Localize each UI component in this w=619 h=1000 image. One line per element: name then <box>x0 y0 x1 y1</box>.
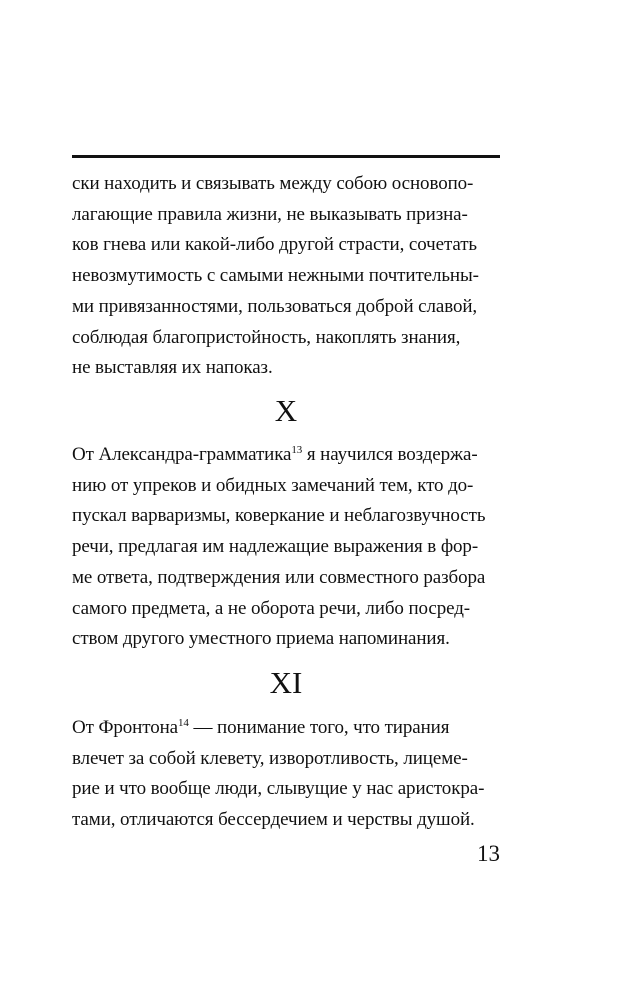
text-fragment: От Фронтона <box>72 717 179 738</box>
text-line: нию от упреков и обидных замечаний тем, кто до- <box>72 474 474 496</box>
text-fragment: — понимание того, что тирания <box>188 717 450 738</box>
text-line: лагающие правила жизни, не выказывать призна- <box>72 203 468 225</box>
text-fragment: От Александра-грамматика <box>72 444 292 465</box>
text-line <box>72 440 512 471</box>
text-line: рие и что вообще люди, слывущие у нас аристокра- <box>72 778 485 800</box>
top-rule <box>72 155 500 158</box>
text-line: влечет за собой клевету, изворотливость, лицеме- <box>72 747 468 769</box>
paragraph-continuation <box>72 169 512 384</box>
text-line: пускал варваризмы, коверкание и неблагозвучность <box>72 505 486 527</box>
section-heading-x: X <box>274 393 298 428</box>
text-line: соблюдая благопристойность, накоплять знания, <box>72 326 461 348</box>
text-line: ски находить и связывать между собою основопо- <box>72 173 474 194</box>
footnote-marker: 14 <box>178 717 189 729</box>
text-line: ков гнева или какой-либо другой страсти, сочетать <box>72 234 477 256</box>
paragraph-section-xi <box>72 713 512 836</box>
text-line: не выставляя их напоказ. <box>72 357 273 379</box>
text-fragment: я научился воздержа- <box>302 444 478 465</box>
text-line: речи, предлагая им надлежащие выражения в фор- <box>72 536 479 558</box>
text-line: тами, отличаются бессердечием и черствы душой. <box>72 809 475 831</box>
text-line: ме ответа, подтверждения или совместного разбора <box>72 566 486 588</box>
page-number: 13 <box>477 841 500 866</box>
paragraph-section-x <box>72 440 512 655</box>
text-line: ством другого уместного приема напоминания. <box>72 628 450 650</box>
section-heading-xi: XI <box>269 665 303 700</box>
text-line: самого предмета, а не оборота речи, либо посред- <box>72 597 471 619</box>
text-line: ми привязанностями, пользоваться доброй славой, <box>72 295 478 317</box>
footnote-marker: 13 <box>291 444 303 456</box>
text-line <box>72 713 512 744</box>
text-line: невозмутимость с самыми нежными почтительны- <box>72 265 479 287</box>
